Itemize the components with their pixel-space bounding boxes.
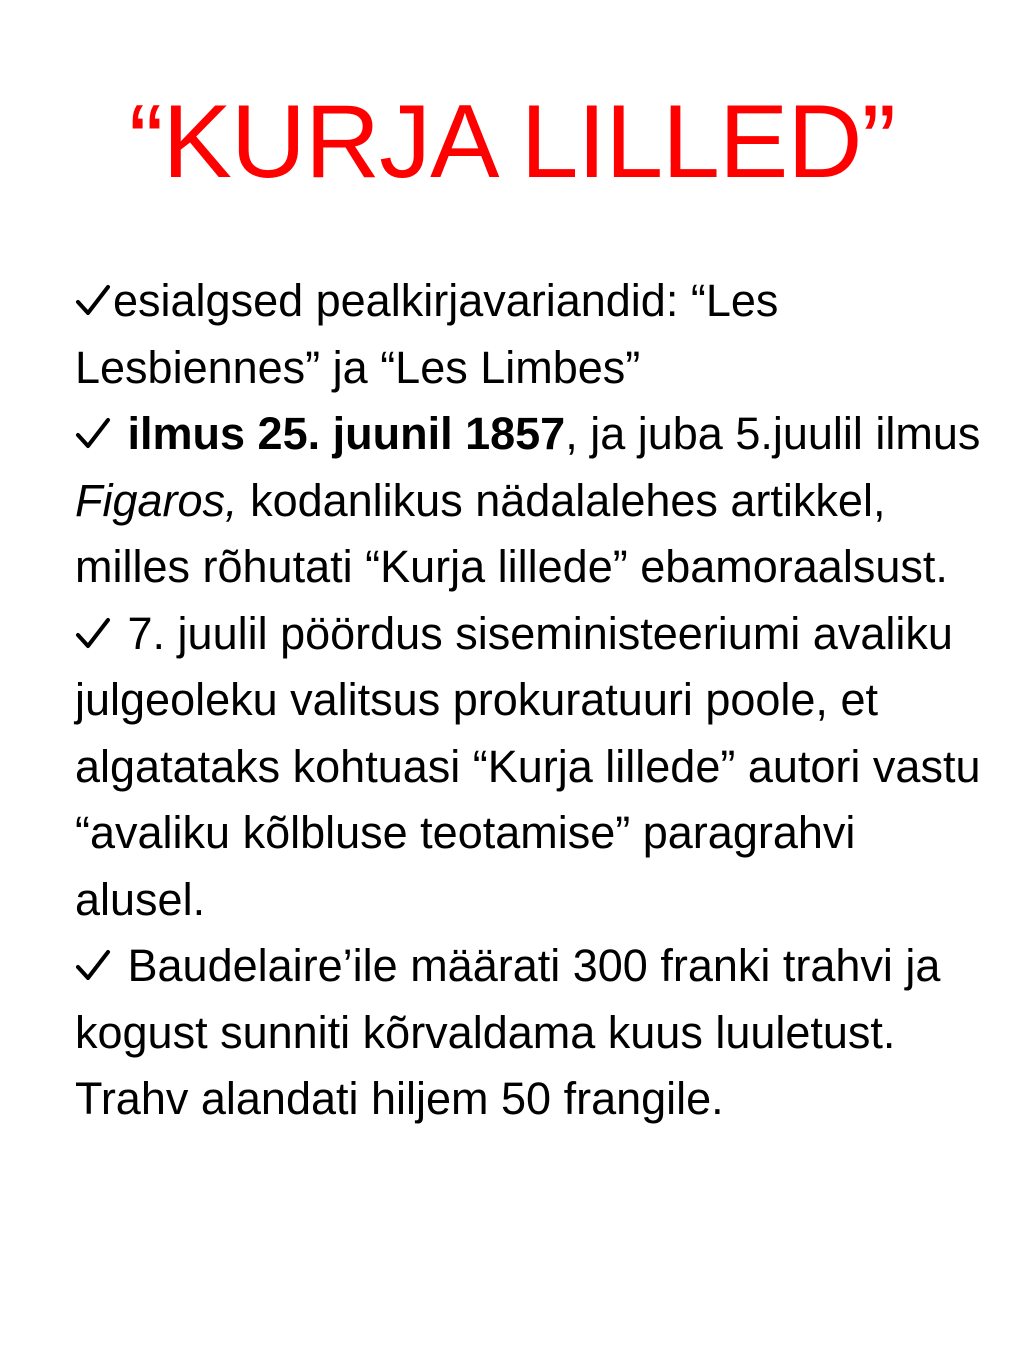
bullet-bold-text: ilmus 25. juunil 1857 — [127, 408, 566, 459]
bullet-item — [75, 601, 995, 934]
slide-title: “KURJA LILLED” — [128, 84, 896, 200]
bullet-item — [75, 401, 995, 601]
check-icon — [75, 947, 115, 981]
bullet-item — [75, 933, 995, 1133]
bullet-text: 7. juulil pöördus siseministeeriumi avaliku julgeoleku valitsus prokuratuuri poole, et algatataks kohtuasi “Kurja lillede” autori vastu “avaliku kõlbluse teotamise” paragrahvi alusel. — [75, 607, 981, 925]
check-icon — [75, 282, 113, 316]
bullet-text: , ja juba 5.juulil ilmus — [565, 408, 981, 459]
bullet-text: kodanlikus nädalalehes artikkel, milles rõhutati “Kurja lillede” ebamoraalsust. — [75, 474, 948, 592]
bullet-italic-text: Figaros, — [75, 474, 238, 526]
bullet-item — [75, 268, 995, 401]
check-icon — [75, 615, 115, 649]
bullet-text: esialgsed pealkirjavariandid: “Les Lesbiennes” ja “Les Limbes” — [75, 275, 779, 393]
check-icon — [75, 415, 115, 449]
bullet-text: Baudelaire’ile määrati 300 franki trahvi ja kogust sunniti kõrvaldama kuus luuletust. Trahv alandati hiljem 50 frangile. — [75, 940, 941, 1124]
bullet-list — [75, 268, 995, 1133]
